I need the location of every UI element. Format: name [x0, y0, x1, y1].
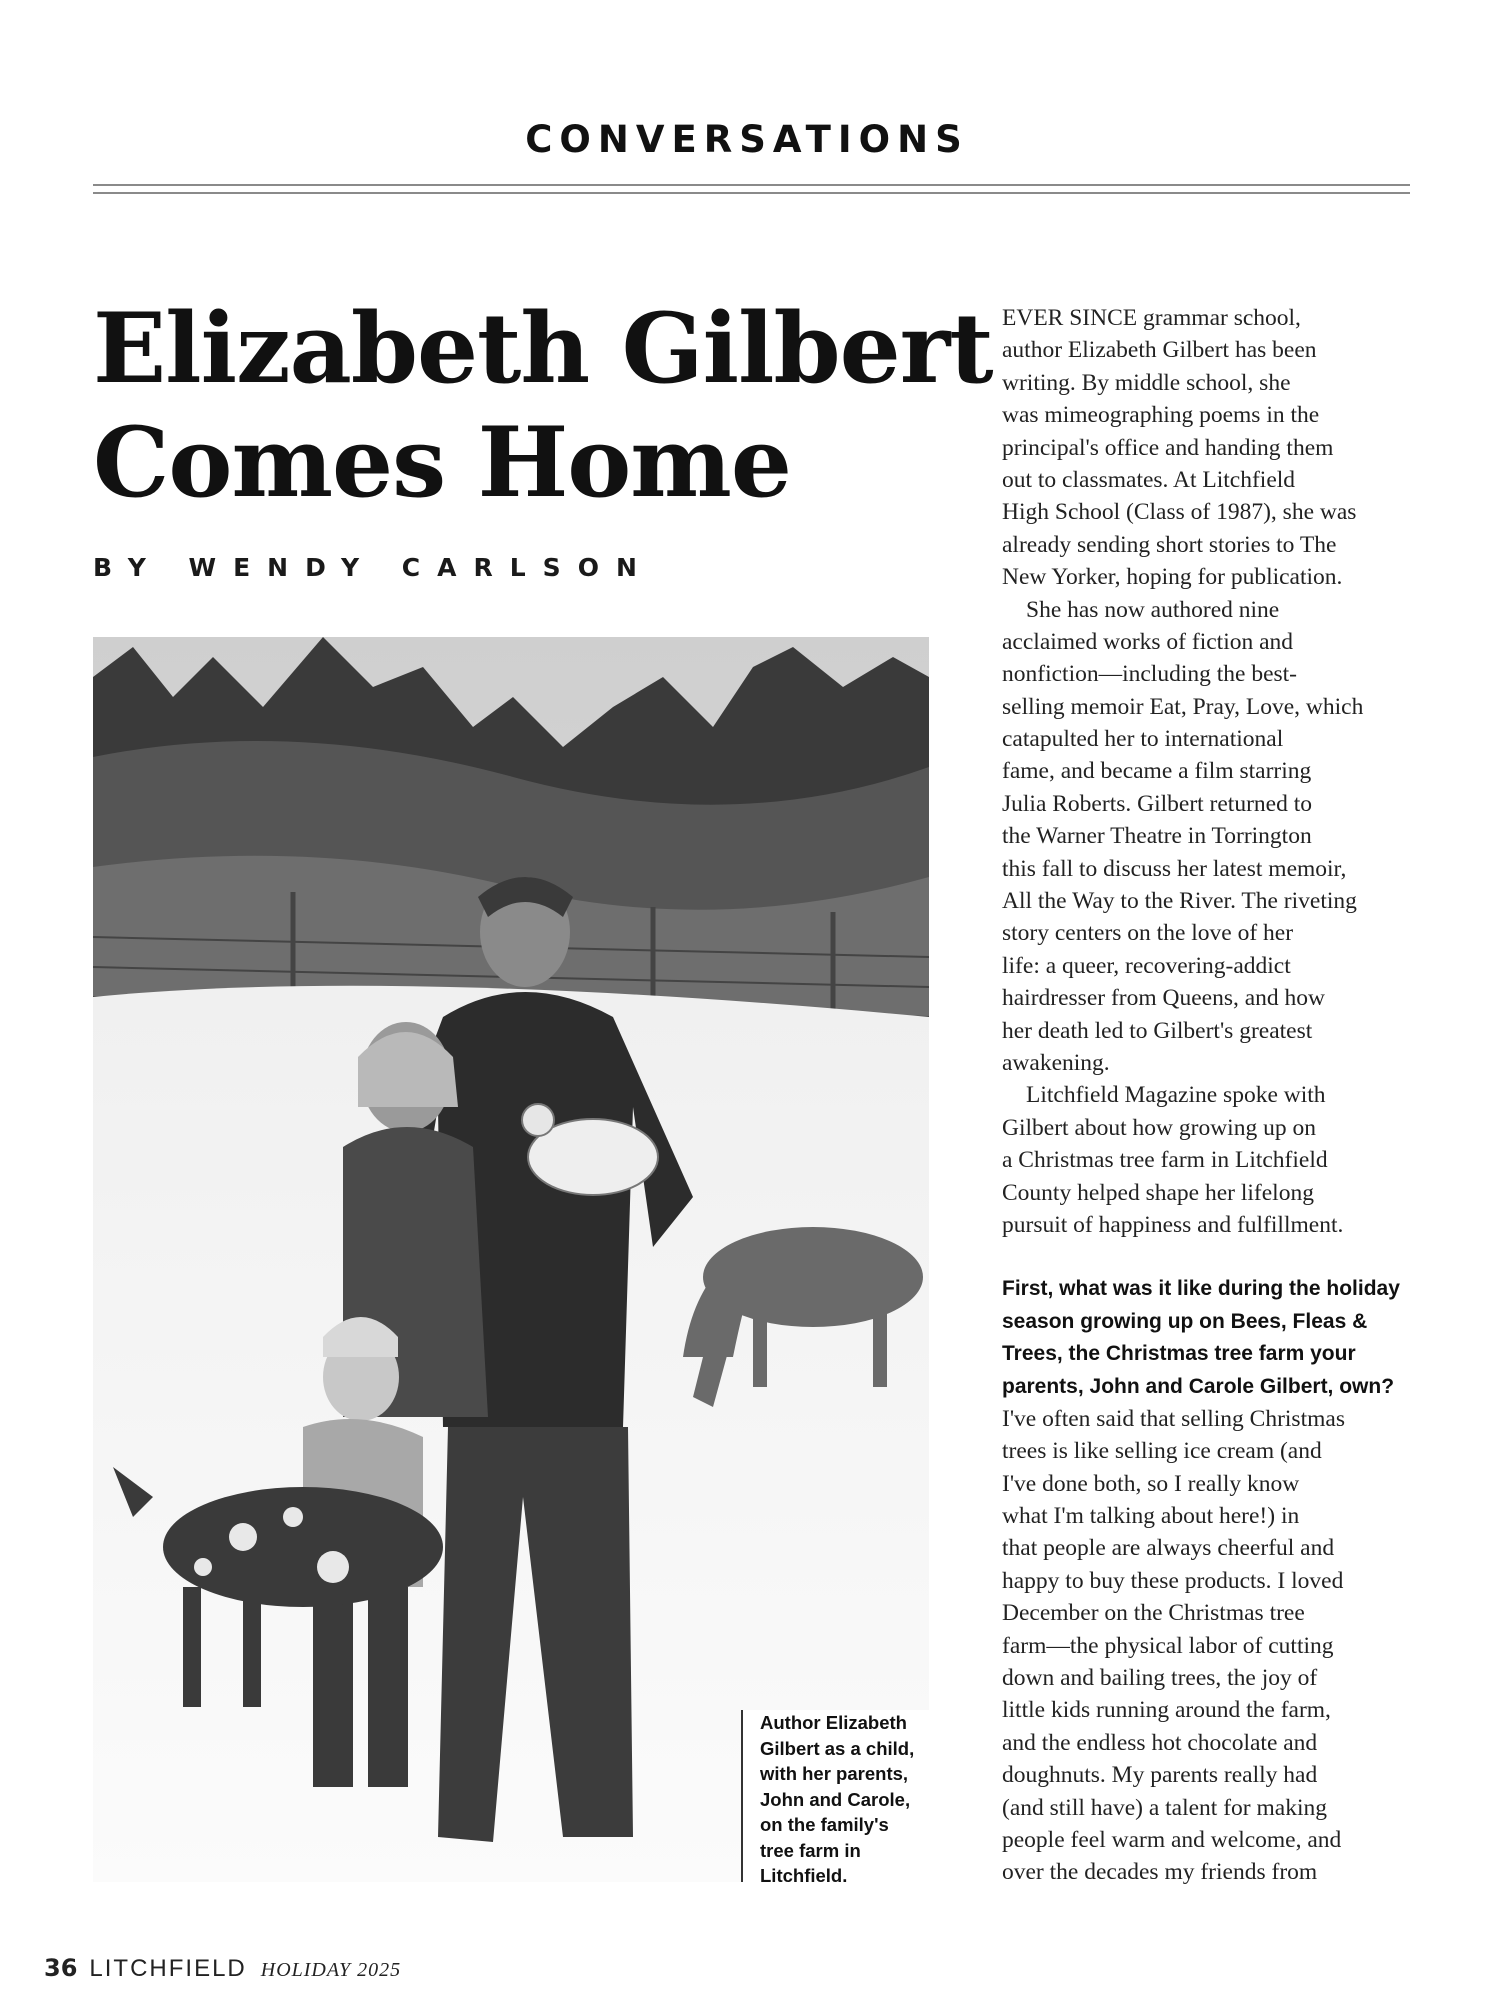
headline-line: Elizabeth Gilbert — [93, 292, 993, 405]
body-line: trees is like selling ice cream (and — [1002, 1438, 1322, 1465]
body-line: EVER SINCE grammar school, — [1002, 305, 1301, 331]
paragraph-gap — [1002, 1241, 1422, 1273]
body-line: little kids running around the farm, — [1002, 1697, 1331, 1724]
body-line: and the endless hot chocolate and — [1002, 1729, 1318, 1756]
body-line: a Christmas tree farm in Litchfield — [1002, 1147, 1328, 1174]
body-line: Gilbert about how growing up on — [1002, 1114, 1316, 1141]
body-line: pursuit of happiness and fulfillment. — [1002, 1211, 1344, 1238]
body-line: this fall to discuss her latest memoir, — [1002, 855, 1347, 882]
body-line: out to classmates. At Litchfield — [1002, 466, 1296, 493]
body-line: New Yorker, hoping for publication. — [1002, 564, 1343, 591]
body-line: life: a queer, recovering-addict — [1002, 952, 1291, 979]
body-line: doughnuts. My parents really had — [1002, 1762, 1318, 1789]
body-line: the Warner Theatre in Torrington — [1002, 823, 1312, 850]
body-line: people feel warm and welcome, and — [1002, 1826, 1342, 1853]
body-line: what I'm talking about here!) in — [1002, 1503, 1300, 1530]
magazine-name: LITCHFIELD — [89, 1955, 247, 1982]
caption-rule — [741, 1710, 743, 1882]
article-body — [1002, 302, 1422, 1889]
question-line: parents, John and Carole Gilbert, own? — [1002, 1374, 1395, 1398]
header-rule-bottom — [93, 192, 1410, 194]
caption-line: with her parents, — [760, 1763, 909, 1784]
question-line: season growing up on Bees, Fleas & — [1002, 1309, 1368, 1333]
body-line: All the Way to the River. The riveting — [1002, 888, 1357, 915]
page-number: 36 — [44, 1954, 78, 1982]
body-line: She has now authored nine — [1026, 596, 1280, 623]
body-line: her death led to Gilbert's greatest — [1002, 1017, 1313, 1044]
byline: BY WENDY CARLSON — [93, 553, 654, 582]
body-line: County helped shape her lifelong — [1002, 1179, 1314, 1206]
body-line: was mimeographing poems in the — [1002, 402, 1320, 429]
body-line: happy to buy these products. I loved — [1002, 1567, 1344, 1594]
section-label: CONVERSATIONS — [525, 118, 969, 161]
body-line: fame, and became a film starring — [1002, 758, 1312, 785]
body-line: over the decades my friends from — [1002, 1859, 1318, 1886]
body-line: selling memoir Eat, Pray, Love, which — [1002, 693, 1364, 720]
caption-line: John and Carole, — [760, 1788, 911, 1810]
body-line: down and bailing trees, the joy of — [1002, 1665, 1318, 1692]
photo-caption — [741, 1710, 929, 1886]
body-line: author Elizabeth Gilbert has been — [1002, 337, 1317, 364]
body-line: writing. By middle school, she — [1002, 369, 1291, 396]
page-footer — [44, 1954, 401, 1983]
body-line: catapulted her to international — [1002, 726, 1284, 753]
question-line: Trees, the Christmas tree farm your — [1002, 1342, 1356, 1366]
issue-label: HOLIDAY 2025 — [260, 1959, 402, 1981]
caption-line: Gilbert as a child, — [760, 1737, 915, 1759]
body-line: principal's office and handing them — [1002, 434, 1334, 461]
question-line: First, what was it like during the holiday — [1002, 1277, 1400, 1301]
headline-line: Comes Home — [93, 406, 791, 519]
caption-text — [760, 1710, 928, 1889]
body-line: High School (Class of 1987), she was — [1002, 499, 1357, 526]
body-line: story centers on the love of her — [1002, 920, 1294, 947]
body-line: already sending short stories to The — [1002, 531, 1337, 558]
body-line: Julia Roberts. Gilbert returned to — [1002, 790, 1312, 817]
body-line: I've often said that selling Christmas — [1002, 1405, 1345, 1432]
body-line: (and still have) a talent for making — [1002, 1794, 1327, 1821]
body-line: that people are always cheerful and — [1002, 1535, 1335, 1562]
body-line: farm—the physical labor of cutting — [1002, 1632, 1334, 1659]
caption-line: tree farm in — [760, 1839, 861, 1861]
caption-line: on the family's — [760, 1814, 889, 1835]
body-line: awakening. — [1002, 1049, 1110, 1076]
body-line: nonfiction—including the best- — [1002, 661, 1298, 688]
body-line: I've done both, so I really know — [1002, 1470, 1300, 1497]
header-rule-top — [93, 184, 1410, 186]
body-line: Litchfield Magazine spoke with — [1026, 1082, 1326, 1109]
body-line: hairdresser from Queens, and how — [1002, 985, 1326, 1012]
article-headline — [93, 292, 993, 520]
family-photo — [93, 637, 929, 1882]
body-line: acclaimed works of fiction and — [1002, 628, 1294, 655]
body-line: December on the Christmas tree — [1002, 1600, 1305, 1627]
caption-line: Litchfield. — [760, 1865, 848, 1886]
caption-line: Author Elizabeth — [760, 1712, 907, 1733]
